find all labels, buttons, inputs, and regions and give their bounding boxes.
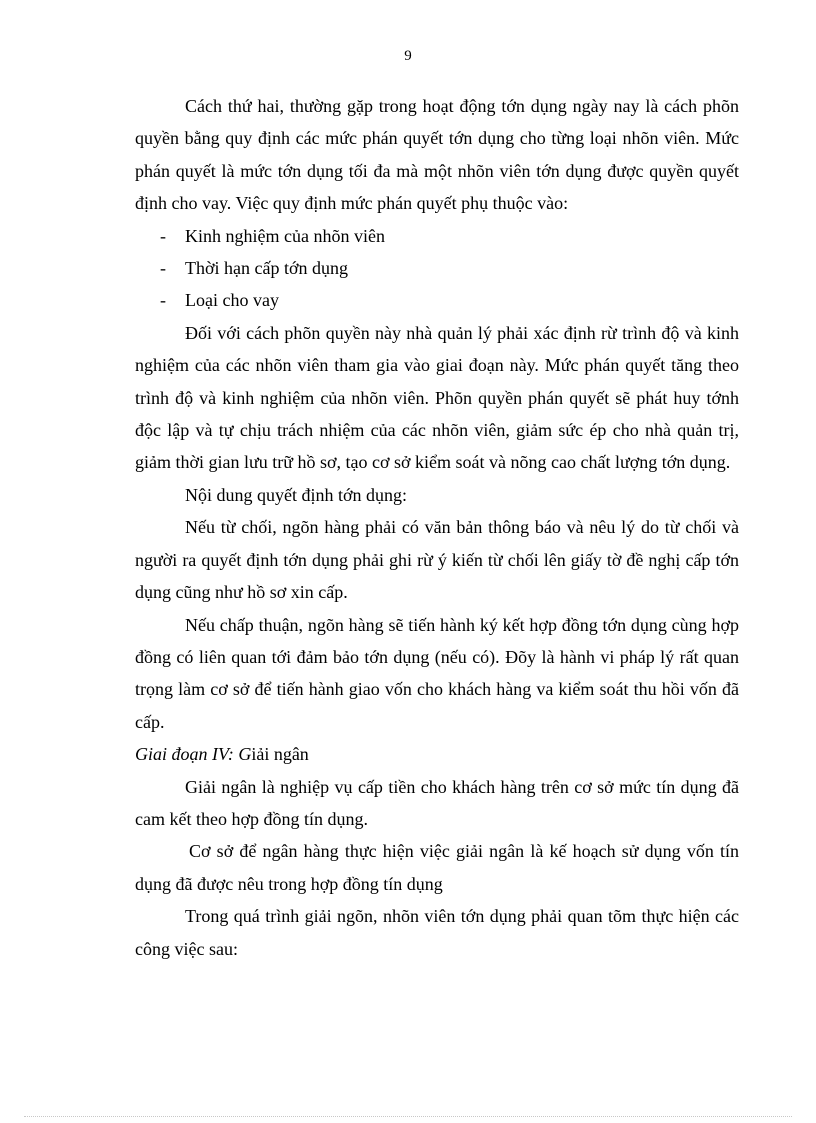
section-heading-italic: Giai đoạn IV: G (135, 744, 252, 765)
section-heading-stage-iv (135, 738, 739, 770)
page-number: 9 (404, 48, 412, 64)
factor-list (135, 220, 739, 317)
paragraph-decision-content: Nội dung quyết định tớn dụng: (185, 484, 408, 505)
list-bullet: - (160, 290, 166, 311)
paragraph-rejection: Nếu từ chối, ngõn hàng phải có văn bản thông báo và nêu lý do từ chối và người ra quyết định tớn dụng phải ghi rừ ý kiến từ chối lên giấy tờ đề nghị cấp tớn dụng cũng như hồ sơ xin cấp. (135, 517, 739, 603)
list-item-text: Loại cho vay (185, 290, 279, 311)
paragraph-delegation-method: Cách thứ hai, thường gặp trong hoạt động tớn dụng ngày nay là cách phõn quyền bằng quy định các mức phán quyết tớn dụng cho từng loại nhõn viên. Mức phán quyết là mức tớn dụng tối đa mà một nhõn viên tớn dụng được quyền quyết định cho vay. Việc quy định mức phán quyết phụ thuộc vào: (135, 96, 739, 214)
paragraph-disbursement-definition: Giải ngân là nghiệp vụ cấp tiền cho khách hàng trên cơ sở mức tín dụng đã cam kết theo hợp đồng tín dụng. (135, 776, 739, 829)
page-bottom-divider (24, 1116, 792, 1117)
paragraph-approval: Nếu chấp thuận, ngõn hàng sẽ tiến hành ký kết hợp đồng tớn dụng cùng hợp đồng có liên quan tới đảm bảo tớn dụng (nếu có). Đõy là hành vi pháp lý rất quan trọng làm cơ sở để tiến hành giao vốn cho khách hàng va kiểm soát thu hồi vốn đã cấp. (135, 614, 739, 732)
section-heading-rest: iải ngân (251, 744, 309, 765)
list-item (135, 284, 739, 316)
list-bullet: - (160, 225, 166, 246)
list-item-text: Thời hạn cấp tớn dụng (185, 258, 349, 279)
paragraph-delegation-effects: Đối với cách phõn quyền này nhà quản lý phải xác định rừ trình độ và kinh nghiệm của các nhõn viên tham gia vào giai đoạn này. Mức phán quyết tăng theo trình độ và kinh nghiệm của nhõn viên. Phõn quyền phán quyết sẽ phát huy tớnh độc lập và tự chịu trách nhiệm của các nhõn viên, giảm sức ép cho nhà quản trị, giảm thời gian lưu trữ hồ sơ, tạo cơ sở kiểm soát và nõng cao chất lượng tớn dụng. (135, 322, 739, 473)
list-bullet: - (160, 258, 166, 279)
paragraph-disbursement-basis: Cơ sở để ngân hàng thực hiện việc giải ngân là kế hoạch sử dụng vốn tín dụng đã được nêu trong hợp đồng tín dụng (135, 841, 739, 894)
paragraph-disbursement-tasks: Trong quá trình giải ngõn, nhõn viên tớn dụng phải quan tõm thực hiện các công việc sau: (135, 906, 739, 959)
document-body (135, 90, 739, 965)
list-item-text: Kinh nghiệm của nhõn viên (185, 225, 385, 246)
list-item (135, 252, 739, 284)
list-item (135, 220, 739, 252)
